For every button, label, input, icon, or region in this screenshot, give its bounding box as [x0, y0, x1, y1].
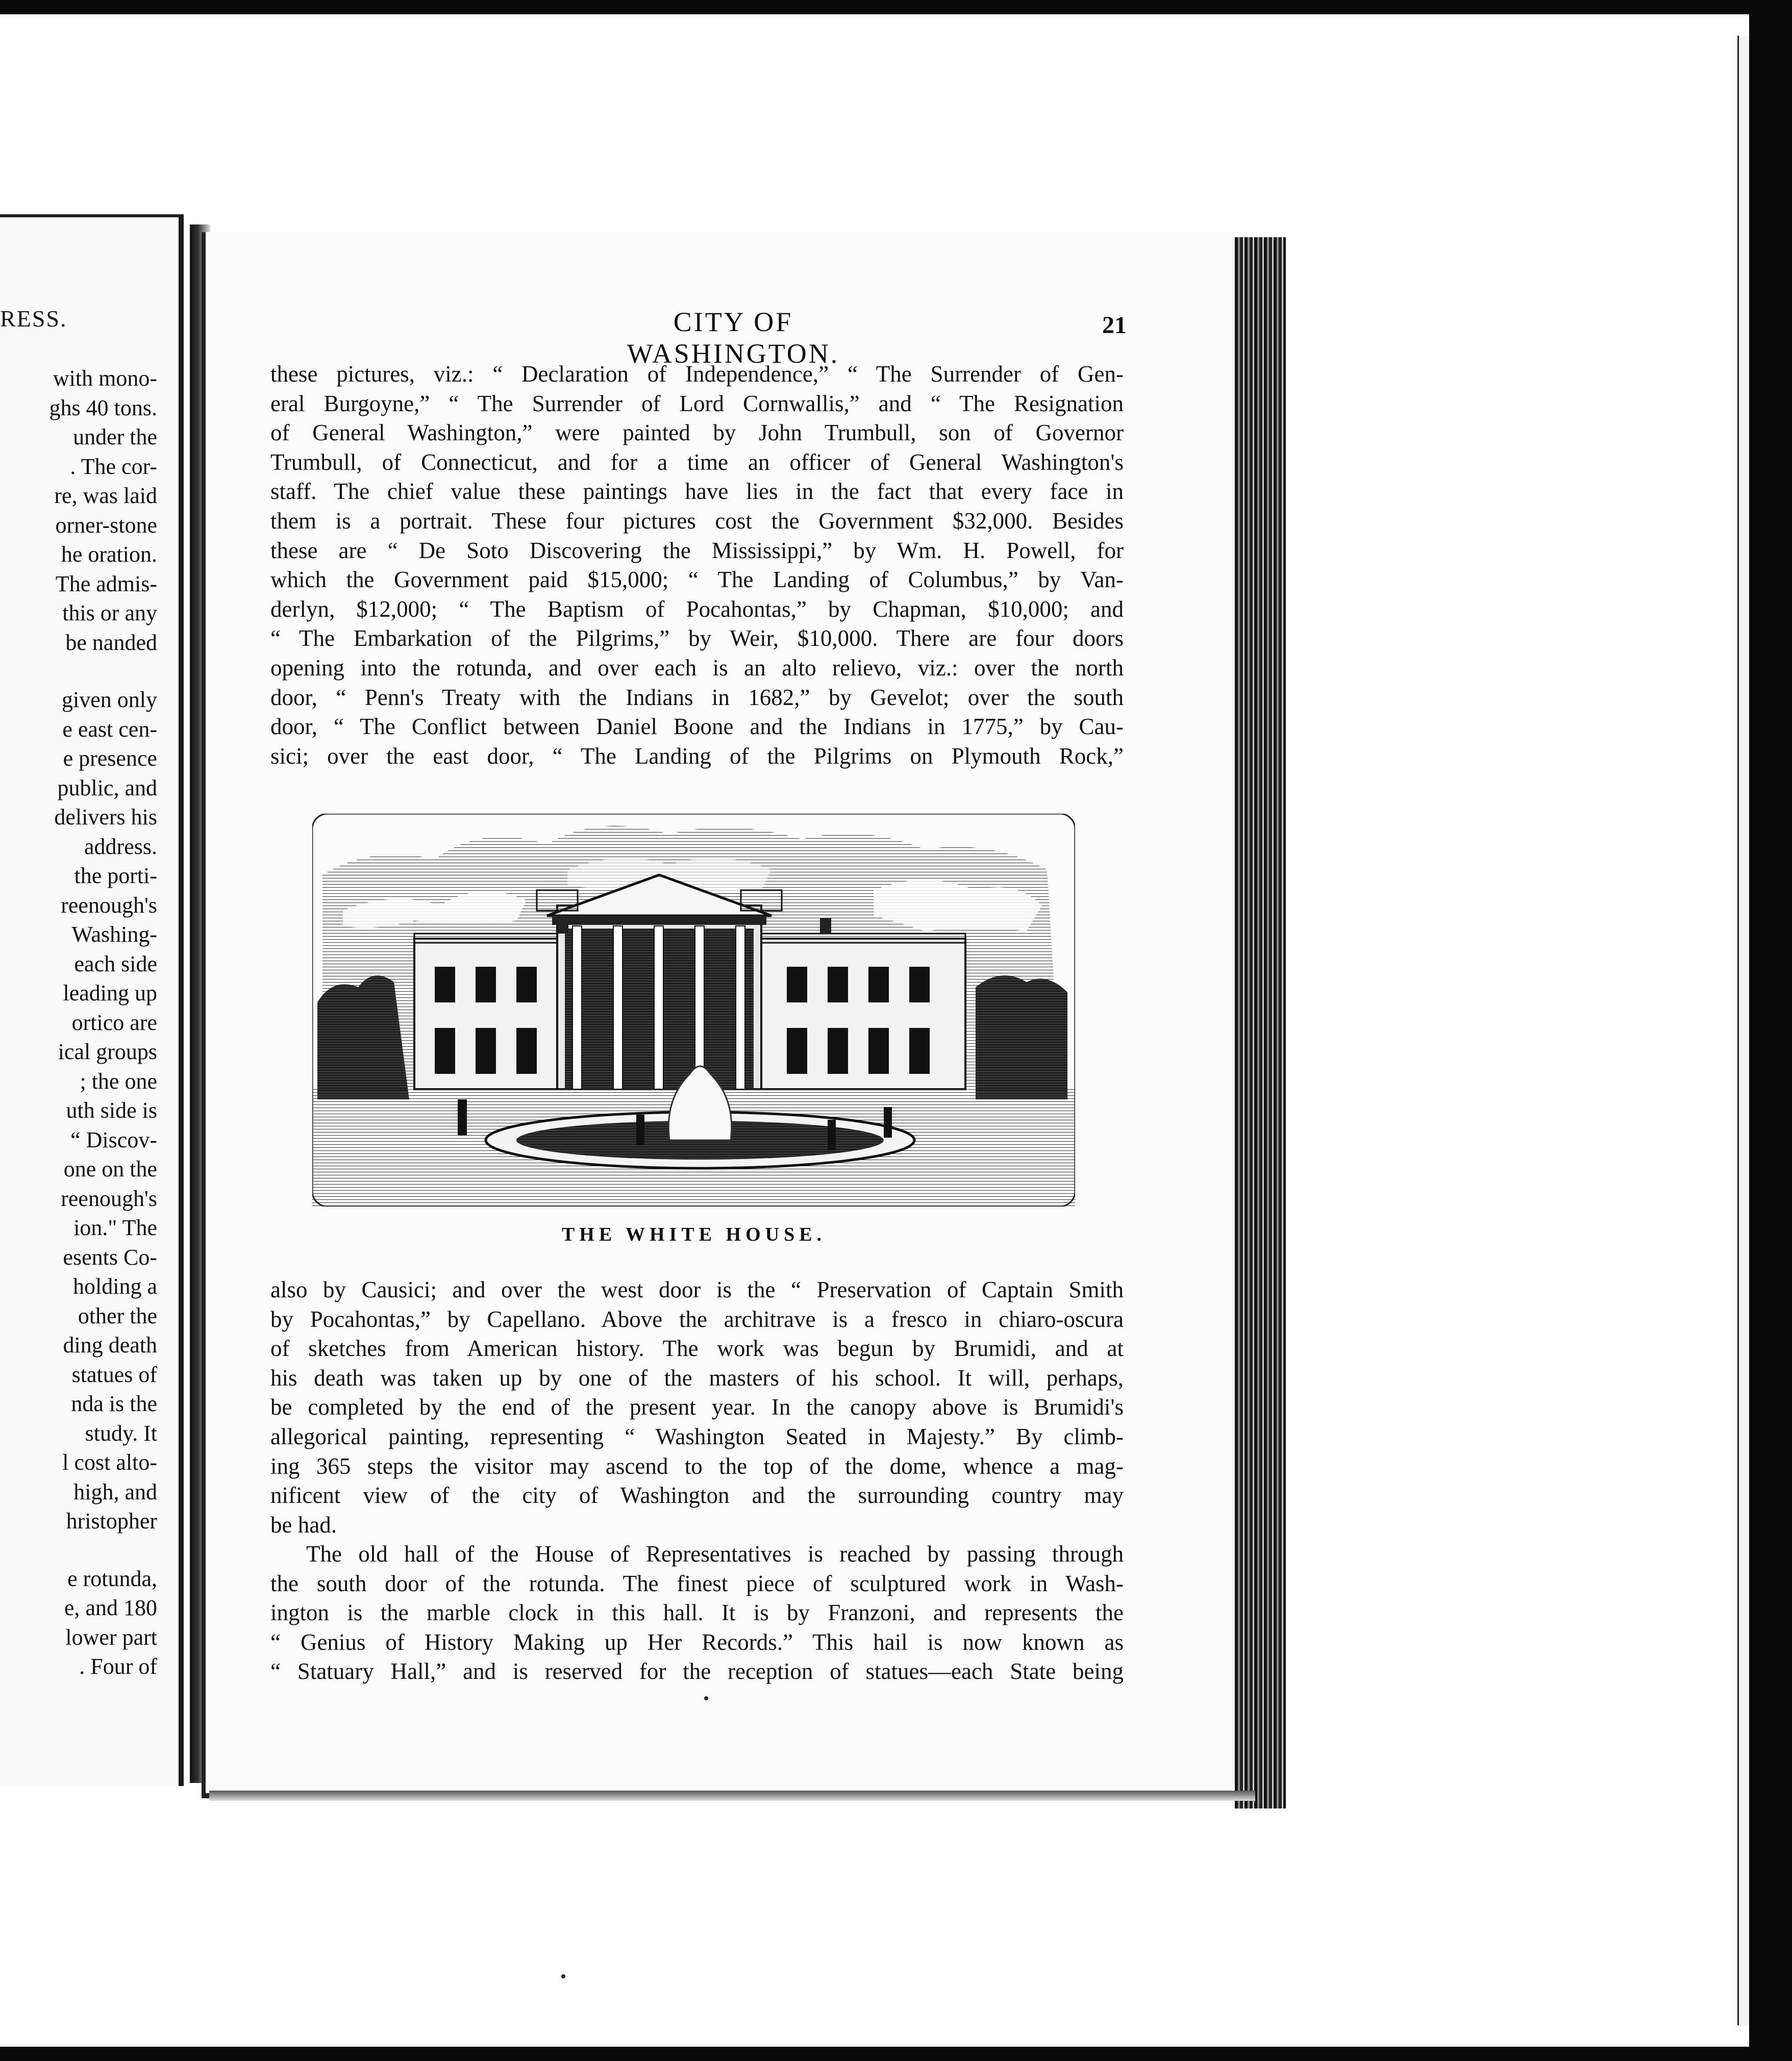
text-line: under the [73, 424, 157, 449]
text-line: one on the [63, 1157, 157, 1182]
text-line: given only [62, 687, 157, 712]
left-page-text [0, 305, 157, 1681]
text-line: delivers his [54, 805, 157, 830]
text-line: “ The Embarkation of the Pilgrims,” by Weir, $10,000. There are four doors [270, 625, 1124, 651]
paragraph-2 [270, 1275, 1124, 1540]
text-line: . Four of [79, 1654, 157, 1679]
text-line: Washing- [71, 922, 157, 947]
text-line: by Pocahontas,” by Capellano. Above the architrave is a fresco in chiaro-oscura [270, 1306, 1124, 1332]
text-line: reenough's [61, 892, 157, 918]
left-page [0, 214, 184, 1786]
text-line: “ Discov- [70, 1127, 157, 1152]
text-line: derlyn, $12,000; “ The Baptism of Pocahontas,” by Chapman, $10,000; and [270, 596, 1124, 622]
text-line: each side [74, 951, 157, 976]
text-line: uth side is [66, 1098, 157, 1123]
text-line: them is a portrait. These four pictures cost the Government $32,000. Besides [270, 508, 1124, 534]
text-line: with mono- [53, 366, 157, 391]
text-line: hristopher [66, 1509, 157, 1534]
text-line: leading up [63, 981, 157, 1006]
text-line: esents Co- [63, 1244, 157, 1270]
text-line: nificent view of the city of Washington and the surrounding country may [270, 1482, 1124, 1509]
text-line: e, and 180 [64, 1595, 157, 1620]
text-line: e east cen- [62, 716, 157, 742]
text-line: reenough's [61, 1186, 157, 1211]
text-line: other the [78, 1303, 157, 1328]
text-line: allegorical painting, representing “ Washington Seated in Majesty.” By climb- [270, 1423, 1124, 1449]
text-line: The old hall of the House of Representatives is reached by passing through [306, 1541, 1124, 1567]
scanner-frame-top [0, 0, 1792, 14]
text-line: he oration. [61, 542, 157, 567]
text-line: his death was taken up by one of the masters of his school. It will, perhaps, [270, 1365, 1124, 1391]
text-line: address. [84, 834, 157, 859]
left-running-head: RESS. [0, 306, 67, 332]
text-line: high, and [73, 1479, 157, 1504]
text-line: study. It [85, 1420, 157, 1446]
text-line: nda is the [71, 1391, 157, 1416]
text-line: opening into the rotunda, and over each is an alto relievo, viz.: over the north [270, 655, 1124, 681]
text-line: orner-stone [55, 512, 157, 538]
scanner-frame-bottom [0, 2047, 1792, 2061]
dust-speck [704, 1696, 708, 1700]
text-line: . The cor- [70, 454, 157, 479]
text-line: this or any [62, 600, 157, 625]
text-line: e presence [63, 746, 157, 771]
text-line: statues of [71, 1362, 157, 1387]
text-line: be nanded [65, 630, 157, 655]
text-line: ion." The [73, 1215, 157, 1240]
text-line: lower part [65, 1624, 157, 1650]
illustration-caption: THE WHITE HOUSE. [561, 1224, 827, 1245]
text-line: “ Statuary Hall,” and is reserved for the reception of statues—each State being [270, 1658, 1124, 1685]
text-line: staff. The chief value these paintings have lies in the fact that every face in [270, 479, 1124, 505]
paragraph-3 [270, 1540, 1124, 1687]
text-line: the south door of the rotunda. The finest piece of sculptured work in Wash- [270, 1570, 1124, 1596]
text-line: the porti- [74, 863, 157, 888]
text-line: of General Washington,” were painted by John Trumbull, son of Governor [270, 420, 1124, 446]
scanner-frame-right [1749, 0, 1792, 2061]
text-line: door, “ Penn's Treaty with the Indians in 1682,” by Gevelot; over the south [270, 684, 1124, 710]
text-line: ortico are [71, 1010, 157, 1035]
text-line: holding a [73, 1274, 157, 1299]
text-line: also by Causici; and over the west door is the “ Preservation of Captain Smith [270, 1277, 1124, 1302]
text-line: be had. [270, 1512, 337, 1538]
paragraph-1 [270, 360, 1124, 771]
page-edges [1235, 237, 1286, 1808]
text-line: ding death [63, 1333, 157, 1358]
text-line: sici; over the east door, “ The Landing of the Pilgrims on Plymouth Rock,” [270, 743, 1124, 769]
text-line: public, and [57, 775, 157, 800]
text-line: ghs 40 tons. [49, 395, 157, 420]
page-edges-bottom [209, 1791, 1255, 1801]
text-line: re, was laid [54, 483, 157, 508]
text-line: door, “ The Conflict between Daniel Boone and the Indians in 1775,” by Cau- [270, 714, 1124, 740]
text-line: ical groups [58, 1039, 157, 1064]
text-line: eral Burgoyne,” “ The Surrender of Lord Cornwallis,” and “ The Resignation [270, 390, 1124, 416]
text-line: l cost alto- [62, 1450, 157, 1475]
white-house-engraving [312, 814, 1075, 1207]
text-line: ; the one [80, 1068, 157, 1094]
text-line: “ Genius of History Making up Her Records.” This hail is now known as [270, 1629, 1124, 1655]
dust-speck [561, 1974, 565, 1978]
running-head: CITY OF WASHINGTON. [627, 307, 840, 369]
text-line: ing 365 steps the visitor may ascend to the top of the dome, whence a mag- [270, 1453, 1124, 1479]
text-line: e rotunda, [67, 1566, 157, 1591]
page-number: 21 [1102, 312, 1127, 339]
text-line: these are “ De Soto Discovering the Mississippi,” by Wm. H. Powell, for [270, 537, 1124, 563]
text-line: ington is the marble clock in this hall. It is by Franzoni, and represents the [270, 1600, 1124, 1626]
text-line: The admis- [55, 571, 157, 596]
text-line: of sketches from American history. The work was begun by Brumidi, and at [270, 1336, 1124, 1362]
text-line: these pictures, viz.: “ Declaration of Independence,” “ The Surrender of Gen- [270, 361, 1124, 387]
text-line: Trumbull, of Connecticut, and for a time an officer of General Washington's [270, 449, 1124, 475]
text-line: which the Government paid $15,000; “ The Landing of Columbus,” by Van- [270, 567, 1124, 593]
text-line: be completed by the end of the present year. In the canopy above is Brumidi's [270, 1394, 1124, 1420]
